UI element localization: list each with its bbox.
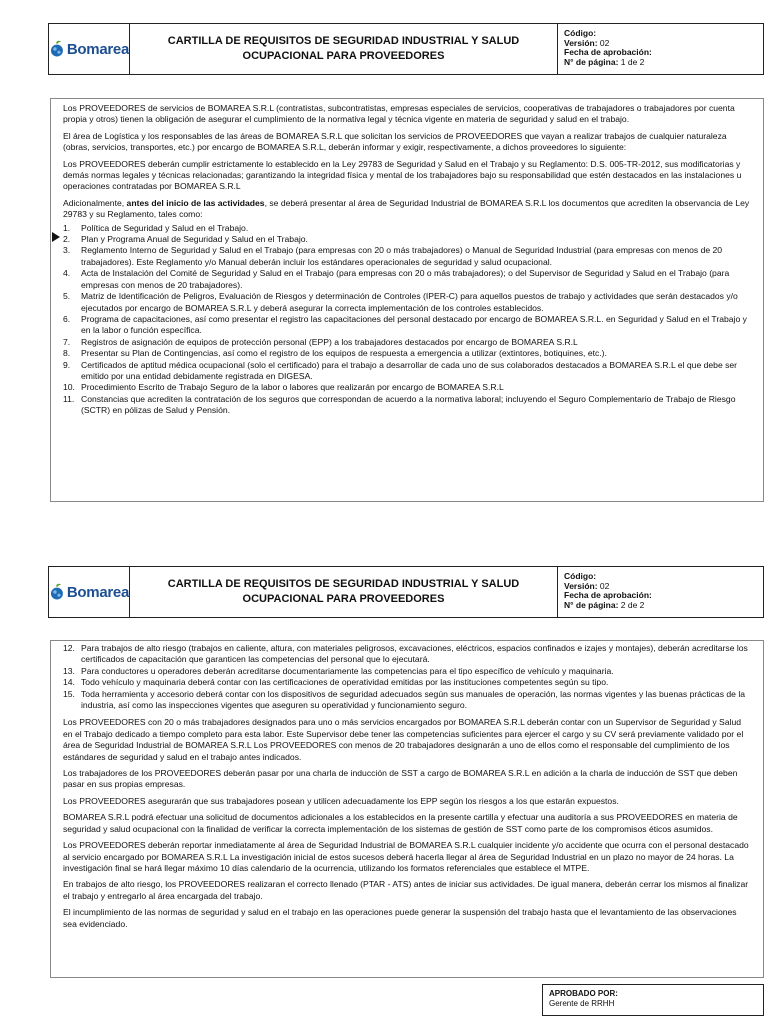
list-item: 14. Todo vehículo y maquinaria deberá contar con las certificaciones de operatividad emitidas por las instituciones competentes según su tipo. [63, 677, 609, 688]
page1-body [50, 98, 764, 502]
list-item: 6. Programa de capacitaciones, así como presentar el registro las capacitaciones del personal destacado por encargo de BOMAREA S.R.L. en Seguridad y Salud en el Trabajo y en la labor o función específica. [63, 313, 747, 336]
list-item: 1. Política de Seguridad y Salud en el Trabajo. [63, 222, 249, 233]
page-number: 2 de 2 [620, 599, 645, 610]
codigo-label: Código: [564, 28, 597, 38]
logo [49, 567, 130, 617]
paragraph: Los PROVEEDORES deberán cumplir estrictamente lo establecido en la Ley 29783 de Seguridad y Salud en el Trabajo y su Reglamento: D.S. 005-TR-2012, sus modificatorias y demás normas legales y técnicas relacionadas; garantizando la integridad física y mental de los trabajadores bajo su responsabilidad que estén destacados en las instalaciones u operaciones contratadas por BOMAREA S.R.L [63, 158, 742, 192]
paragraph: El incumplimiento de las normas de seguridad y salud en el trabajo en las operaciones puede generar la suspensión del trabajo hasta que el levantamiento de las observaciones sea evidenciado. [63, 907, 737, 929]
bomarea-fruit-icon [49, 581, 65, 603]
approval-label: APROBADO POR: [549, 989, 618, 998]
list-item: 5. Matriz de Identificación de Peligros, Evaluación de Riesgos y determinación de Controles (IPER-C) para aquellos puestos de trabajo y actividades que serán destacados y/o ejecutados por encargo de BOMAREA S.R.L y deberá asegurar la correcta implementación de los controles establecidos. [63, 291, 738, 313]
document-title [130, 567, 558, 617]
list-item: 11. Constancias que acrediten la contratación de los seguros que correspondan de acuerdo a la normativa laboral; incluyendo el Seguro Complementario de Trabajo de Riesgo (SCTR) en pólizas de Salud y Pensión. [63, 393, 736, 416]
approval-box [542, 984, 764, 1016]
list-item: 4. Acta de Instalación del Comité de Seguridad y Salud en el Trabajo (para empresas con 20 o más trabajadores); o del Supervisor de Seguridad y Salud en el Trabajo (para empresas con menos de 20 trabajadores). [63, 268, 730, 290]
title-line-1: CARTILLA DE REQUISITOS DE SEGURIDAD INDUSTRIAL Y SALUD [167, 35, 520, 47]
list-item: 3. Reglamento Interno de Seguridad y Salud en el Trabajo (para empresas con 20 o más trabajadores) o Manual de Seguridad Industrial (para empresas con menos de 20 trabajadores). Este Reglamento y/o Manual deberán incluir los estándares operacionales de seguridad y salud ocupacional. [63, 245, 723, 267]
paragraph: BOMAREA S.R.L podrá efectuar una solicitud de documentos adicionales a los establecidos en la presente cartilla y efectuar una auditoría a sus PROVEEDORES en materia de seguridad y salud ocupacional con la finalidad de verificar la correcta implementación de los sistemas de gestión de SST como parte de los compromisos éticos asumidos. [63, 812, 738, 834]
paragraph: Los PROVEEDORES asegurarán que sus trabajadores posean y utilicen adecuadamente los EPP según los riesgos a los que estarán expuestos. [63, 795, 619, 806]
requirements-list [63, 223, 751, 417]
list-item: 7. Registros de asignación de equipos de protección personal (EPP) a los trabajadores destacados por encargo de BOMAREA S.R.L [63, 336, 578, 347]
version-value: 02 [599, 580, 610, 591]
title-line-2: OCUPACIONAL PARA PROVEEDORES [242, 593, 445, 605]
logo-text: Bomarea [66, 583, 129, 601]
version-label: Versión: [564, 37, 598, 48]
document-title [130, 24, 558, 74]
title-line-1: CARTILLA DE REQUISITOS DE SEGURIDAD INDUSTRIAL Y SALUD [167, 578, 520, 590]
paragraph: Los PROVEEDORES con 20 o más trabajadores designados para uno o más servicios encargados por BOMAREA S.R.L deberán contar con un Supervisor de Seguridad y Salud en el Trabajo dedicado a tiempo completo para esta labor. Este Supervisor debe tener las competencias suficientes para ejercer el cargo y su CV será previamente validado por el área de Seguridad Industrial de BOMAREA S.R.L Los PROVEEDORES con menos de 20 trabajadores designarán a uno de ellos como el responsable del cumplimiento de los estándares de seguridad y salud en el trabajo antes indicados. [63, 717, 744, 762]
paragraph: Los PROVEEDORES de servicios de BOMAREA S.R.L (contratistas, subcontratistas, empresas especiales de servicios, cooperativas de trabajadores o trabajadores por cuenta propia y otros) tienen la obligación de asegurar el cumplimiento de la normativa legal y técnica vigente en materia de seguridad y salud en el trabajo. [63, 103, 735, 125]
document-meta [558, 24, 763, 74]
page2-header [48, 566, 764, 618]
page-number: 1 de 2 [620, 56, 645, 67]
list-item: 13. Para conductores u operadores deberán acreditarse documentariamente las competencias para el tipo específico de vehículo y maquinaria. [63, 665, 614, 676]
list-item: 8. Presentar su Plan de Contingencias, así como el registro de los equipos de respuesta a emergencia a utilizar (extintores, botiquines, etc.). [63, 348, 607, 359]
list-item: 15. Toda herramienta y accesorio deberá contar con los dispositivos de seguridad adecuados según sus manuales de operación, las normas vigentes y las buenas prácticas de la industria, así como las inspecciones vigentes que aseguren su operatividad y funcionamiento seguro. [63, 688, 746, 711]
requirements-list-continued [63, 643, 751, 711]
paragraph: Adicionalmente, antes del inicio de las actividades, se deberá presentar al área de Seguridad Industrial de BOMAREA S.R.L los documentos que acrediten la observancia de Ley 29783 y su Reglamento, tales como: [63, 197, 750, 220]
list-item: 10. Procedimiento Escrito de Trabajo Seguro de la labor o labores que realizarán por encargo de BOMAREA S.R.L [63, 382, 504, 393]
fecha-label: Fecha de aprobación: [564, 47, 652, 57]
page1-header [48, 23, 764, 75]
version-value: 02 [599, 37, 610, 48]
pagina-label: N° de página: [564, 599, 619, 610]
approval-value: Gerente de RRHH [549, 999, 615, 1008]
version-label: Versión: [564, 580, 598, 591]
page2-body [50, 640, 764, 978]
paragraph: Los PROVEEDORES deberán reportar inmediatamente al área de Seguridad Industrial de BOMAREA S.R.L cualquier incidente y/o accidente que ocurra con el personal destacado al servicio encargado por BOMAREA S.R.L La investigación inicial de estos sucesos deberá hacerla llegar al área de Seguridad Industrial en un plazo no mayor de 24 horas. La investigación final se hará llegar máximo 10 días calendario de la ocurrencia, utilizando los formatos referenciales que establece el MTPE. [63, 840, 749, 873]
list-item: 12. Para trabajos de alto riesgo (trabajos en caliente, altura, con materiales peligrosos, excavaciones, eléctricos, espacios confinados e izajes y montajes), deberán acreditarse los certificados de capacitación que garanticen las competencias del personal que lo ejecutará. [63, 643, 748, 665]
paragraph: En trabajos de alto riesgo, los PROVEEDORES realizaran el correcto llenado (PTAR - ATS) antes de iniciar sus actividades. De igual manera, deberán cerrar los mismos al finalizar el trabajo y entregarlo al área encargada del trabajo. [63, 879, 749, 901]
pointer-arrow-icon [52, 232, 60, 242]
paragraph: Los trabajadores de los PROVEEDORES deberán pasar por una charla de inducción de SST a cargo de BOMAREA S.R.L en adición a la charla de inducción de SST que deben pasar en sus propias empresas. [63, 768, 738, 790]
bomarea-fruit-icon [49, 38, 65, 60]
document-meta [558, 567, 763, 617]
paragraph: El área de Logística y los responsables de las áreas de BOMAREA S.R.L que solicitan los servicios de PROVEEDORES que vayan a realizar trabajos de cualquier naturaleza (obras, servicios, transportes, etc.) por encargo de BOMAREA S.R.L, deberán informar y exigir, respectivamente, a dichos proveedores lo siguiente: [63, 130, 727, 153]
logo-text: Bomarea [66, 40, 129, 58]
title-line-2: OCUPACIONAL PARA PROVEEDORES [242, 50, 445, 62]
list-item: 9. Certificados de aptitud médica ocupacional (solo el certificado) para el trabajo a desarrollar de cada uno de sus colaborados destacados a BOMAREA S.R.L el que debe ser emitido por una entidad debidamente registrada en DIGESA. [63, 359, 738, 381]
codigo-label: Código: [564, 571, 597, 581]
list-item: 2. Plan y Programa Anual de Seguridad y Salud en el Trabajo. [63, 234, 308, 245]
logo [49, 24, 130, 74]
fecha-label: Fecha de aprobación: [564, 590, 652, 600]
pagina-label: N° de página: [564, 56, 619, 67]
